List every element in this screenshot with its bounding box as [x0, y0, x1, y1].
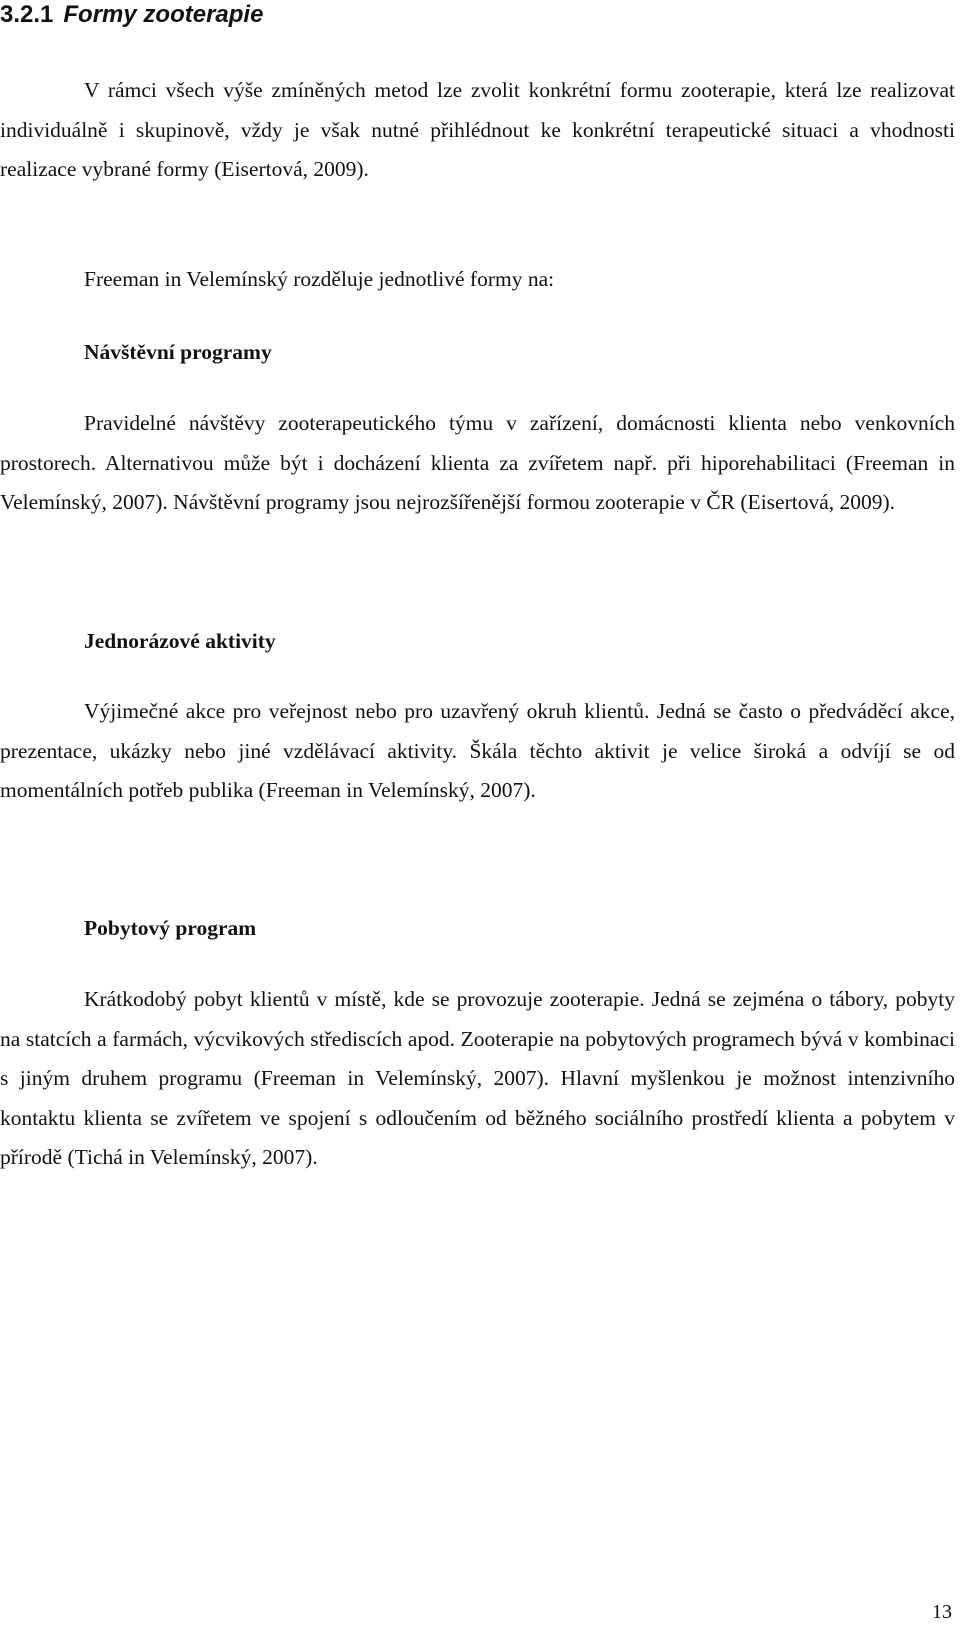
- subheading-visit-programs: Návštěvní programy: [84, 340, 272, 364]
- subheading-residential-program: Pobytový program: [84, 916, 257, 940]
- subheading-one-off-activities: Jednorázové aktivity: [84, 629, 276, 653]
- visit-programs-paragraph: Pravidelné návštěvy zooterapeutického týmu v zařízení, domácnosti klienta nebo venkovních prostorech. Alternativou může být i docházení klienta za zvířetem např. při hiporehabilitaci (Freeman in Velemínský, 2007). Návštěvní programy jsou nejrozšířenější formou zooterapie v ČR (Eisertová, 2009).: [0, 411, 955, 514]
- residential-program-paragraph: Krátkodobý pobyt klientů v místě, kde se provozuje zooterapie. Jedná se zejména o tábory, pobyty na statcích a farmách, výcvikových střediscích apod. Zooterapie na pobytových programech bývá v kombinaci s jiným druhem programu (Freeman in Velemínský, 2007). Hlavní myšlenkou je možnost intenzivního kontaktu klienta se zvířetem ve spojení s odloučením od běžného sociálního prostředí klienta a pobytem v přírodě (Tichá in Velemínský, 2007).: [0, 987, 955, 1169]
- section-heading: [0, 0, 263, 30]
- one-off-activities-paragraph: Výjimečné akce pro veřejnost nebo pro uzavřený okruh klientů. Jedná se často o předváděcí akce, prezentace, ukázky nebo jiné vzdělávací aktivity. Škála těchto aktivit je velice široká a odvíjí se od momentálních potřeb publika (Freeman in Velemínský, 2007).: [0, 699, 955, 802]
- section-number: 3.2.1: [0, 1, 54, 28]
- intro-paragraph: V rámci všech výše zmíněných metod lze zvolit konkrétní formu zooterapie, která lze realizovat individuálně i skupinově, vždy je však nutné přihlédnout ke konkrétní terapeutické situaci a vhodnosti realizace vybrané formy (Eisertová, 2009).: [0, 78, 955, 181]
- page-number: 13: [932, 1601, 952, 1623]
- forms-intro-line: Freeman in Velemínský rozděluje jednotlivé formy na:: [84, 267, 555, 291]
- section-title: Formy zooterapie: [63, 1, 264, 28]
